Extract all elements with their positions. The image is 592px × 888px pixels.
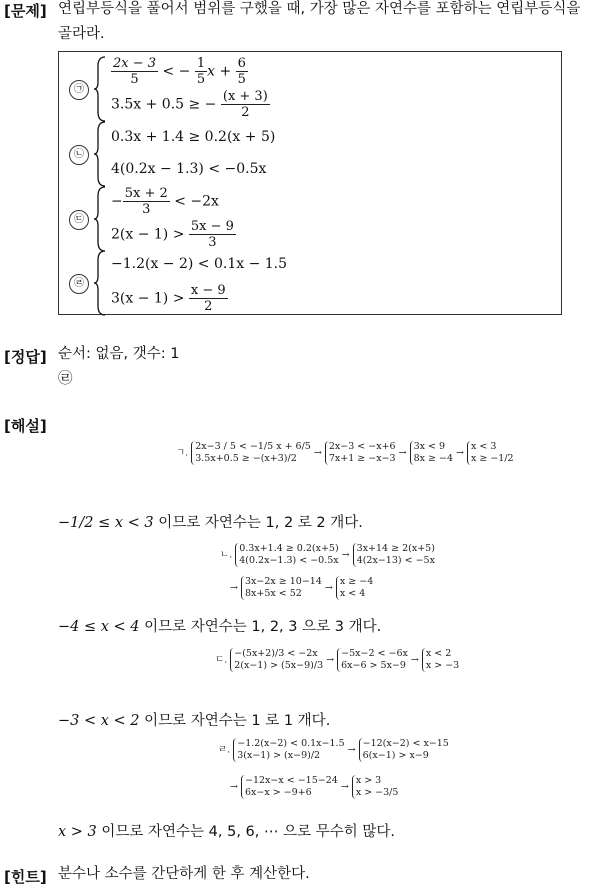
brace-icon xyxy=(93,56,107,122)
option-1 xyxy=(67,56,557,122)
step-3-result: −3 < x < 2 이므로 자연수는 1 로 1 개다. xyxy=(58,713,331,729)
answer-line1: 순서: 없음, 갯수: 1 xyxy=(58,346,180,362)
step-1-result: −1/2 ≤ x < 3 이므로 자연수는 1, 2 로 2 개다. xyxy=(58,515,363,531)
work-b-cont: → 3x−2x ≥ 10−14 8x+5x < 52 → x ≥ −4 x < 4 xyxy=(230,576,374,599)
options-box xyxy=(58,51,562,315)
option-ineq-1: − $\frac{5x + 2}{3}$ < −2x xyxy=(111,186,219,217)
brace-icon xyxy=(93,186,107,252)
option-marker: ㉠ xyxy=(69,80,89,100)
option-ineq-2: 3.5x + 0.5 ≥ − $\frac{(x + 3)}{2}$ xyxy=(111,89,268,120)
option-ineq-2: 3(x − 1) > $\frac{x - 9}{2}$ xyxy=(111,283,226,314)
option-ineq-2: 4(0.2x − 1.3) < −0.5x xyxy=(111,161,267,177)
option-ineq-1: 0.3x + 1.4 ≥ 0.2(x + 5) xyxy=(111,129,276,145)
brace-icon xyxy=(93,250,107,316)
hint-text: 분수나 소수를 간단하게 한 후 계산한다. xyxy=(58,866,310,882)
step-2-result: −4 ≤ x < 4 이므로 자연수는 1, 2, 3 으로 3 개다. xyxy=(58,619,382,635)
option-4 xyxy=(67,250,557,316)
brace-icon xyxy=(93,121,107,187)
problem-text-line1: 연립부등식을 풀어서 범위를 구했을 때, 가장 많은 자연수를 포함하는 연립부등식을 xyxy=(58,1,581,17)
work-d-cont: → −12x−x < −15−24 6x−x > −9+6 → x > 3 x > −3/5 xyxy=(230,775,399,798)
problem-label: [문제] xyxy=(4,2,47,20)
step-4-result: x > 3 이므로 자연수는 4, 5, 6, ⋯ 으로 무수히 많다. xyxy=(58,824,395,840)
answer-line2: ㉣ xyxy=(58,371,73,387)
work-d: ㄹ. −1.2(x−2) < 0.1x−1.5 3(x−1) > (x−9)/2 → −12(x−2) < x−15 6(x−1) > x−9 xyxy=(218,738,449,761)
work-b: ㄴ. 0.3x+1.4 ≥ 0.2(x+5) 4(0.2x−1.3) < −0.5x → 3x+14 ≥ 2(x+5) 4(2x−13) < −5x xyxy=(220,543,435,566)
work-c: ㄷ. −(5x+2)/3 < −2x 2(x−1) > (5x−9)/3 → −5x−2 < −6x 6x−6 > 5x−9 → x < 2 x > −3 xyxy=(215,648,460,671)
option-marker: ㉢ xyxy=(69,210,89,230)
answer-label: [정답] xyxy=(4,348,47,366)
hint-label: [힌트] xyxy=(4,868,47,886)
option-ineq-1: −1.2(x − 2) < 0.1x − 1.5 xyxy=(111,256,288,272)
option-ineq-1: $\frac{2x - 3}{5}$ < − $\frac{1}{5}$ x + $\frac{6}{5}$ xyxy=(113,56,246,87)
option-2 xyxy=(67,121,557,187)
option-3 xyxy=(67,186,557,252)
work-a: ㄱ. 2x−3 / 5 < −1/5 x + 6/5 3.5x+0.5 ≥ −(x+3)/2 → 2x−3 < −x+6 7x+1 ≥ −x−3 → 3x < 9 8x ≥ −4 → x < 3 x ≥ −1/2 xyxy=(176,441,514,464)
problem-text-line2: 골라라. xyxy=(58,26,105,42)
explanation-label: [해설] xyxy=(4,417,47,435)
option-ineq-2: 2(x − 1) > $\frac{5x - 9}{3}$ xyxy=(111,219,234,250)
option-marker: ㉣ xyxy=(69,274,89,294)
option-marker: ㉡ xyxy=(69,145,89,165)
